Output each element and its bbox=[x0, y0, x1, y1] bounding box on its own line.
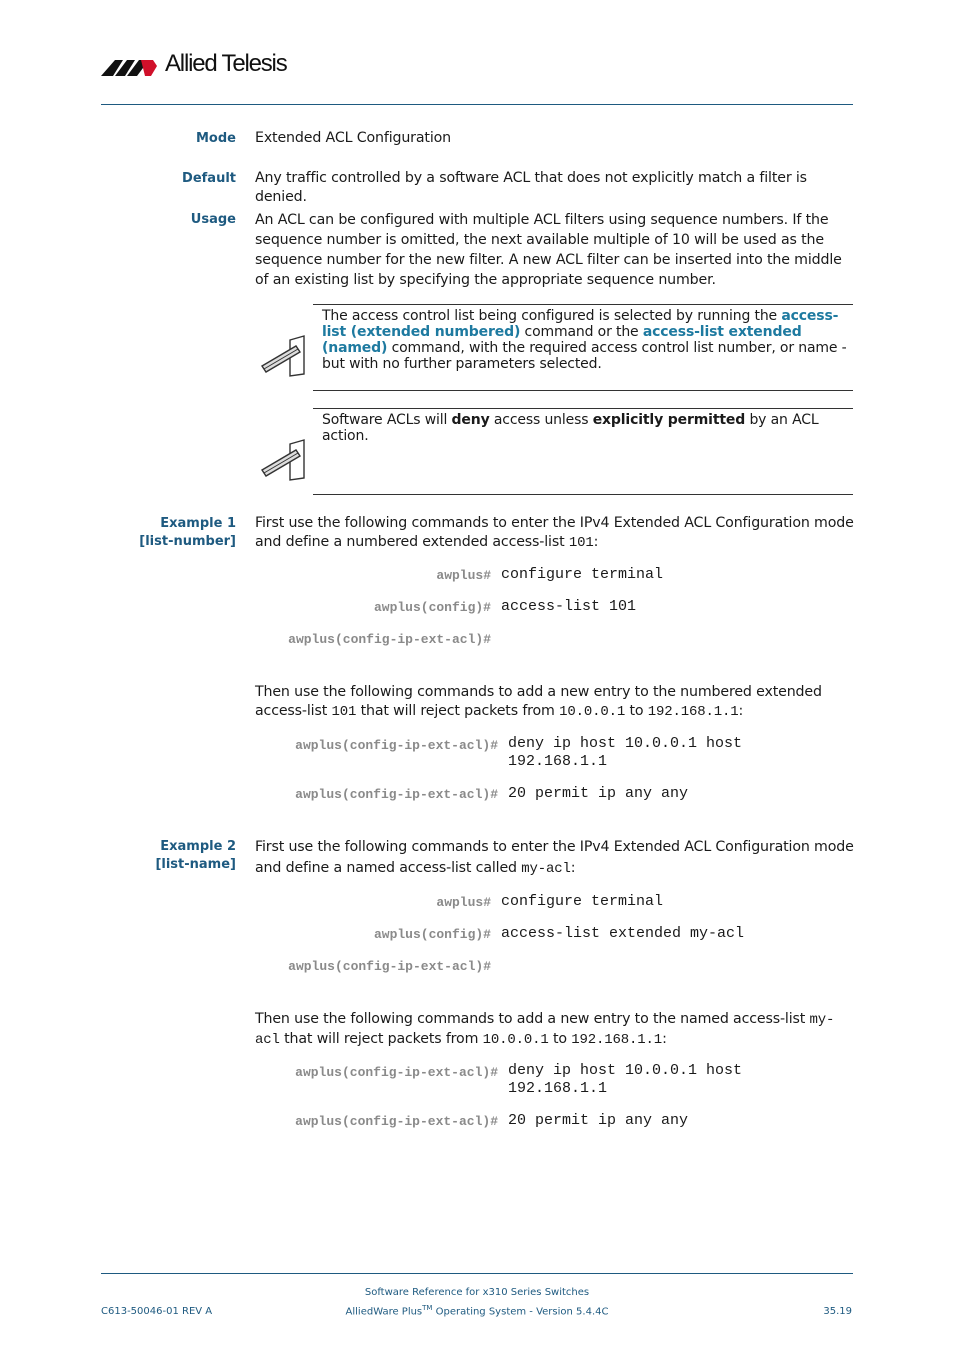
cli-prompt: awplus(config-ip-ext-acl)# bbox=[295, 1065, 498, 1080]
note1-text-c: command, with the required access control list number, or name - but with no further parameters selected. bbox=[322, 340, 847, 372]
footer-title: Software Reference for x310 Series Switches bbox=[364, 1287, 590, 1298]
brand-logo bbox=[101, 50, 301, 82]
example2-then-colon: : bbox=[662, 1031, 667, 1047]
cli-command-continued: 192.168.1.1 bbox=[508, 1080, 608, 1097]
note2-text-a: Software ACLs will bbox=[322, 412, 452, 428]
cli-prompt: awplus# bbox=[436, 895, 491, 910]
default-text: Any traffic controlled by a software ACL that does not explicitly match a filter is denied. bbox=[255, 170, 807, 205]
example2-then-code-dst: 192.168.1.1 bbox=[571, 1032, 663, 1048]
example1-intro-text: First use the following commands to enter the IPv4 Extended ACL Configuration mode and define a numbered extended access-list bbox=[255, 515, 854, 550]
cli-command: 20 permit ip any any bbox=[508, 785, 689, 802]
mode-label: Mode bbox=[196, 131, 236, 146]
cli-prompt: awplus(config)# bbox=[373, 600, 491, 615]
cli-command-continued: 192.168.1.1 bbox=[508, 753, 608, 770]
note-pen-icon bbox=[260, 334, 308, 378]
cli-command: configure terminal bbox=[501, 893, 664, 910]
allied-telesis-logo-icon bbox=[101, 54, 163, 80]
cli-command: deny ip host 10.0.0.1 host bbox=[508, 1062, 743, 1079]
footer-rule bbox=[101, 1273, 853, 1274]
cli-prompt: awplus(config-ip-ext-acl)# bbox=[288, 959, 491, 974]
example1-intro-code: 101 bbox=[568, 535, 594, 551]
example1-then-code-src: 10.0.0.1 bbox=[559, 704, 626, 720]
example2-intro-text: First use the following commands to enter the IPv4 Extended ACL Configuration mode and define a named access-list called bbox=[255, 839, 854, 876]
note-text-2 bbox=[322, 412, 852, 444]
note2-text-b: access unless bbox=[489, 412, 593, 428]
access-list-extended-numbered-link[interactable]: access-list (extended numbered) bbox=[322, 308, 839, 340]
cli-prompt: awplus(config-ip-ext-acl)# bbox=[295, 787, 498, 802]
example2-label: Example 2 bbox=[160, 839, 236, 854]
cli-prompt: awplus(config-ip-ext-acl)# bbox=[295, 738, 498, 753]
example1-label: Example 1 bbox=[160, 516, 236, 531]
example2-intro bbox=[255, 837, 855, 880]
trademark-mark: TM bbox=[422, 1304, 433, 1312]
example1-then-text-c: to bbox=[625, 703, 648, 719]
example1-then bbox=[255, 683, 855, 722]
cli-command: access-list extended my-acl bbox=[501, 925, 745, 942]
note1-text-b: command or the bbox=[520, 324, 643, 340]
example2-then-text-a: Then use the following commands to add a new entry to the named access-list bbox=[255, 1011, 810, 1027]
note2-text-c: by an ACL action. bbox=[322, 412, 819, 444]
example2-then-text-b: that will reject packets from bbox=[279, 1031, 483, 1047]
example1-then-text-b: that will reject packets from bbox=[356, 703, 560, 719]
example2-intro-code: my-acl bbox=[521, 861, 571, 877]
cli-prompt: awplus(config-ip-ext-acl)# bbox=[295, 1114, 498, 1129]
usage-text: An ACL can be configured with multiple ACL filters using sequence numbers. If the sequence number is omitted, the next available multiple of 10 will be used as the sequence number for the new filter. A new ACL filter can be inserted into the middle of an existing list by specifying the appropriate sequence number. bbox=[255, 212, 842, 288]
example1-then-colon: : bbox=[738, 703, 744, 719]
example1-intro-colon: : bbox=[593, 534, 599, 550]
footer-os-version bbox=[0, 1304, 954, 1317]
cli-command: configure terminal bbox=[501, 566, 664, 583]
footer-version: Operating System - Version 5.4.4C bbox=[432, 1306, 609, 1318]
cli-prompt: awplus# bbox=[436, 568, 491, 583]
cli-command: access-list 101 bbox=[501, 598, 637, 615]
brand-name: Allied Telesis bbox=[165, 50, 287, 77]
mode-text: Extended ACL Configuration bbox=[255, 130, 451, 146]
note1-text-a: The access control list being configured is selected by running the bbox=[322, 308, 782, 324]
example1-then-code-dst: 192.168.1.1 bbox=[647, 704, 739, 720]
example2-then-code-src: 10.0.0.1 bbox=[482, 1032, 549, 1048]
cli-prompt: awplus(config-ip-ext-acl)# bbox=[288, 632, 491, 647]
example2-then bbox=[255, 1010, 855, 1050]
note-pen-icon bbox=[260, 438, 308, 482]
example2-then-code-list: my-acl bbox=[255, 1012, 835, 1048]
example1-sublabel: [list-number] bbox=[139, 534, 236, 549]
example1-then-code-list: 101 bbox=[331, 704, 357, 720]
note2-bold-permitted: explicitly permitted bbox=[592, 412, 746, 428]
cli-prompt: awplus(config)# bbox=[373, 927, 491, 942]
note2-bold-deny: deny bbox=[451, 412, 490, 428]
cli-command: 20 permit ip any any bbox=[508, 1112, 689, 1129]
example2-sublabel: [list-name] bbox=[155, 857, 236, 872]
default-label: Default bbox=[182, 171, 236, 186]
cli-command: deny ip host 10.0.0.1 host bbox=[508, 735, 743, 752]
footer-os-name: AlliedWare Plus bbox=[345, 1306, 423, 1318]
footer-page-number: 35.19 bbox=[823, 1306, 852, 1317]
note-text-1 bbox=[322, 308, 852, 372]
footer-doc-id: C613-50046-01 REV A bbox=[101, 1306, 213, 1317]
access-list-extended-named-link[interactable]: access-list extended (named) bbox=[322, 324, 802, 356]
example1-then-text-a: Then use the following commands to add a new entry to the numbered extended access-list bbox=[255, 684, 822, 719]
header-rule bbox=[101, 104, 853, 105]
usage-label: Usage bbox=[190, 212, 236, 227]
example2-then-text-c: to bbox=[548, 1031, 572, 1047]
example1-intro bbox=[255, 514, 855, 553]
example2-intro-colon: : bbox=[570, 860, 576, 876]
